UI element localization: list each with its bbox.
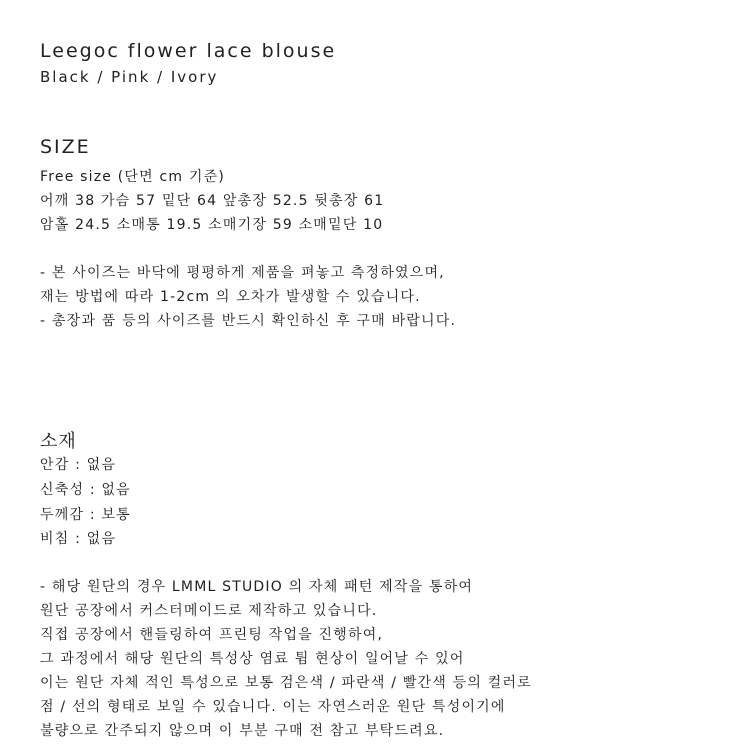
material-property: 비침 : 없음 — [40, 531, 117, 547]
size-note-line: - 총장과 품 등의 사이즈를 반드시 확인하신 후 구매 바랍니다. — [40, 313, 457, 329]
material-note-line: 직접 공장에서 핸들링하여 프린팅 작업을 진행하여, — [40, 627, 384, 643]
size-heading: SIZE — [40, 136, 91, 158]
material-note-line: 이는 원단 자체 적인 특성으로 보통 검은색 / 파란색 / 빨간색 등의 컬러로 — [40, 675, 532, 691]
material-note-line: 그 과정에서 해당 원단의 특성상 염료 튐 현상이 일어날 수 있어 — [40, 651, 465, 667]
product-detail-page — [40, 0, 740, 750]
material-heading: 소재 — [40, 431, 77, 452]
size-measurements-line: 어깨 38 가슴 57 밑단 64 앞총장 52.5 뒷총장 61 — [40, 193, 385, 209]
material-note-line: 점 / 선의 형태로 보일 수 있습니다. 이는 자연스러운 원단 특성이기에 — [40, 699, 506, 715]
material-note-line: - 해당 원단의 경우 LMML STUDIO 의 자체 패턴 제작을 통하여 — [40, 579, 474, 595]
size-basis-line: Free size (단면 cm 기준) — [40, 169, 226, 185]
size-note-line: - 본 사이즈는 바닥에 평평하게 제품을 펴놓고 측정하였으며, — [40, 265, 445, 281]
material-note-line: 원단 공장에서 커스터메이드로 제작하고 있습니다. — [40, 603, 378, 619]
material-property: 신축성 : 없음 — [40, 482, 131, 498]
size-measurements-line: 암홀 24.5 소매통 19.5 소매기장 59 소매밑단 10 — [40, 217, 384, 233]
size-note-line: 재는 방법에 따라 1-2cm 의 오차가 발생할 수 있습니다. — [40, 289, 421, 305]
product-name: Leegoc flower lace blouse — [40, 40, 337, 62]
material-property: 안감 : 없음 — [40, 457, 117, 473]
material-note-line: 불량으로 간주되지 않으며 이 부분 구매 전 참고 부탁드려요. — [40, 723, 445, 739]
material-property: 두께감 : 보통 — [40, 507, 131, 523]
product-colors: Black / Pink / Ivory — [40, 68, 219, 86]
